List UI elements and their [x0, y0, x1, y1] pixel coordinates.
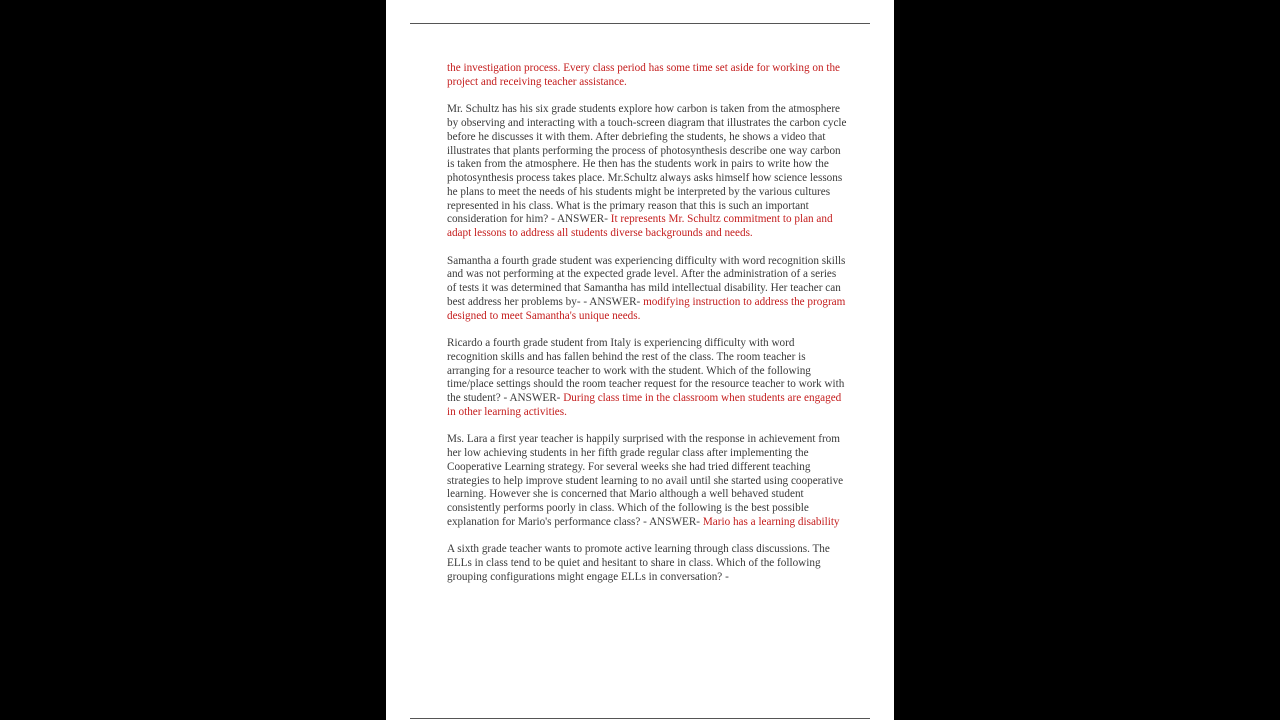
paragraph-4 [447, 337, 847, 420]
document-page [386, 0, 894, 720]
answer-text: the investigation process. Every class period has some time set aside for working on the project and receiving teacher assistance. [447, 62, 841, 88]
bottom-rule [410, 718, 870, 719]
paragraph-6 [447, 543, 847, 584]
question-text: Ricardo a fourth grade student from Italy is experiencing difficulty with word recognition skills and has fallen behind the rest of the class. The room teacher is arranging for a resource teacher to work with the student. Which of the following time/place settings should the room teacher request for the resource teacher to work with the student? - ANSWER- [447, 337, 845, 404]
answer-text: It represents Mr. Schultz commitment to plan and adapt lessons to address all students diverse backgrounds and needs. [447, 213, 833, 239]
paragraph-1 [447, 62, 847, 90]
paragraph-5 [447, 433, 847, 529]
top-rule [410, 23, 870, 24]
paragraph-3 [447, 255, 847, 324]
question-text: Mr. Schultz has his six grade students explore how carbon is taken from the atmosphere by observing and interacting with a touch-screen diagram that illustrates the carbon cycle before he discusses it with them. After debriefing the students, he shows a video that illustrates that plants performing the process of photosynthesis describe one way carbon is taken from the atmosphere. He then has the students work in pairs to write how the photosynthesis process takes place. Mr.Schultz always asks himself how science lessons he plans to meet the needs of his students might be interpreted by the various cultures represented in his class. What is the primary reason that this is such an important consideration for him? - ANSWER- [447, 103, 847, 226]
question-text: Samantha a fourth grade student was experiencing difficulty with word recognition skills and was not performing at the expected grade level. After the administration of a series of tests it was determined that Samantha has mild intellectual disability. Her teacher can best address her problems by- - ANSWER- [447, 254, 846, 308]
question-text: A sixth grade teacher wants to promote active learning through class discussions. The ELLs in class tend to be quiet and hesitant to share in class. Which of the following grouping configurations might engage ELLs in conversation? - [447, 543, 830, 583]
answer-text: Mario has a learning disability [702, 515, 840, 528]
paragraph-2 [447, 103, 847, 241]
answer-text: During class time in the classroom when students are engaged in other learning activities. [447, 392, 842, 418]
answer-text: modifying instruction to address the program designed to meet Samantha's unique needs. [447, 295, 846, 322]
question-text: Ms. Lara a first year teacher is happily surprised with the response in achievement from her low achieving students in her fifth grade regular class after implementing the Cooperative Learning strategy. For several weeks she had tried different teaching strategies to help improve student learning to no avail until she started using cooperative learning. However she is concerned that Mario although a well behaved student consistently performs poorly in class. Which of the following is the best possible explanation for Mario's performance class? - ANSWER- [447, 433, 844, 528]
document-body [447, 62, 847, 598]
